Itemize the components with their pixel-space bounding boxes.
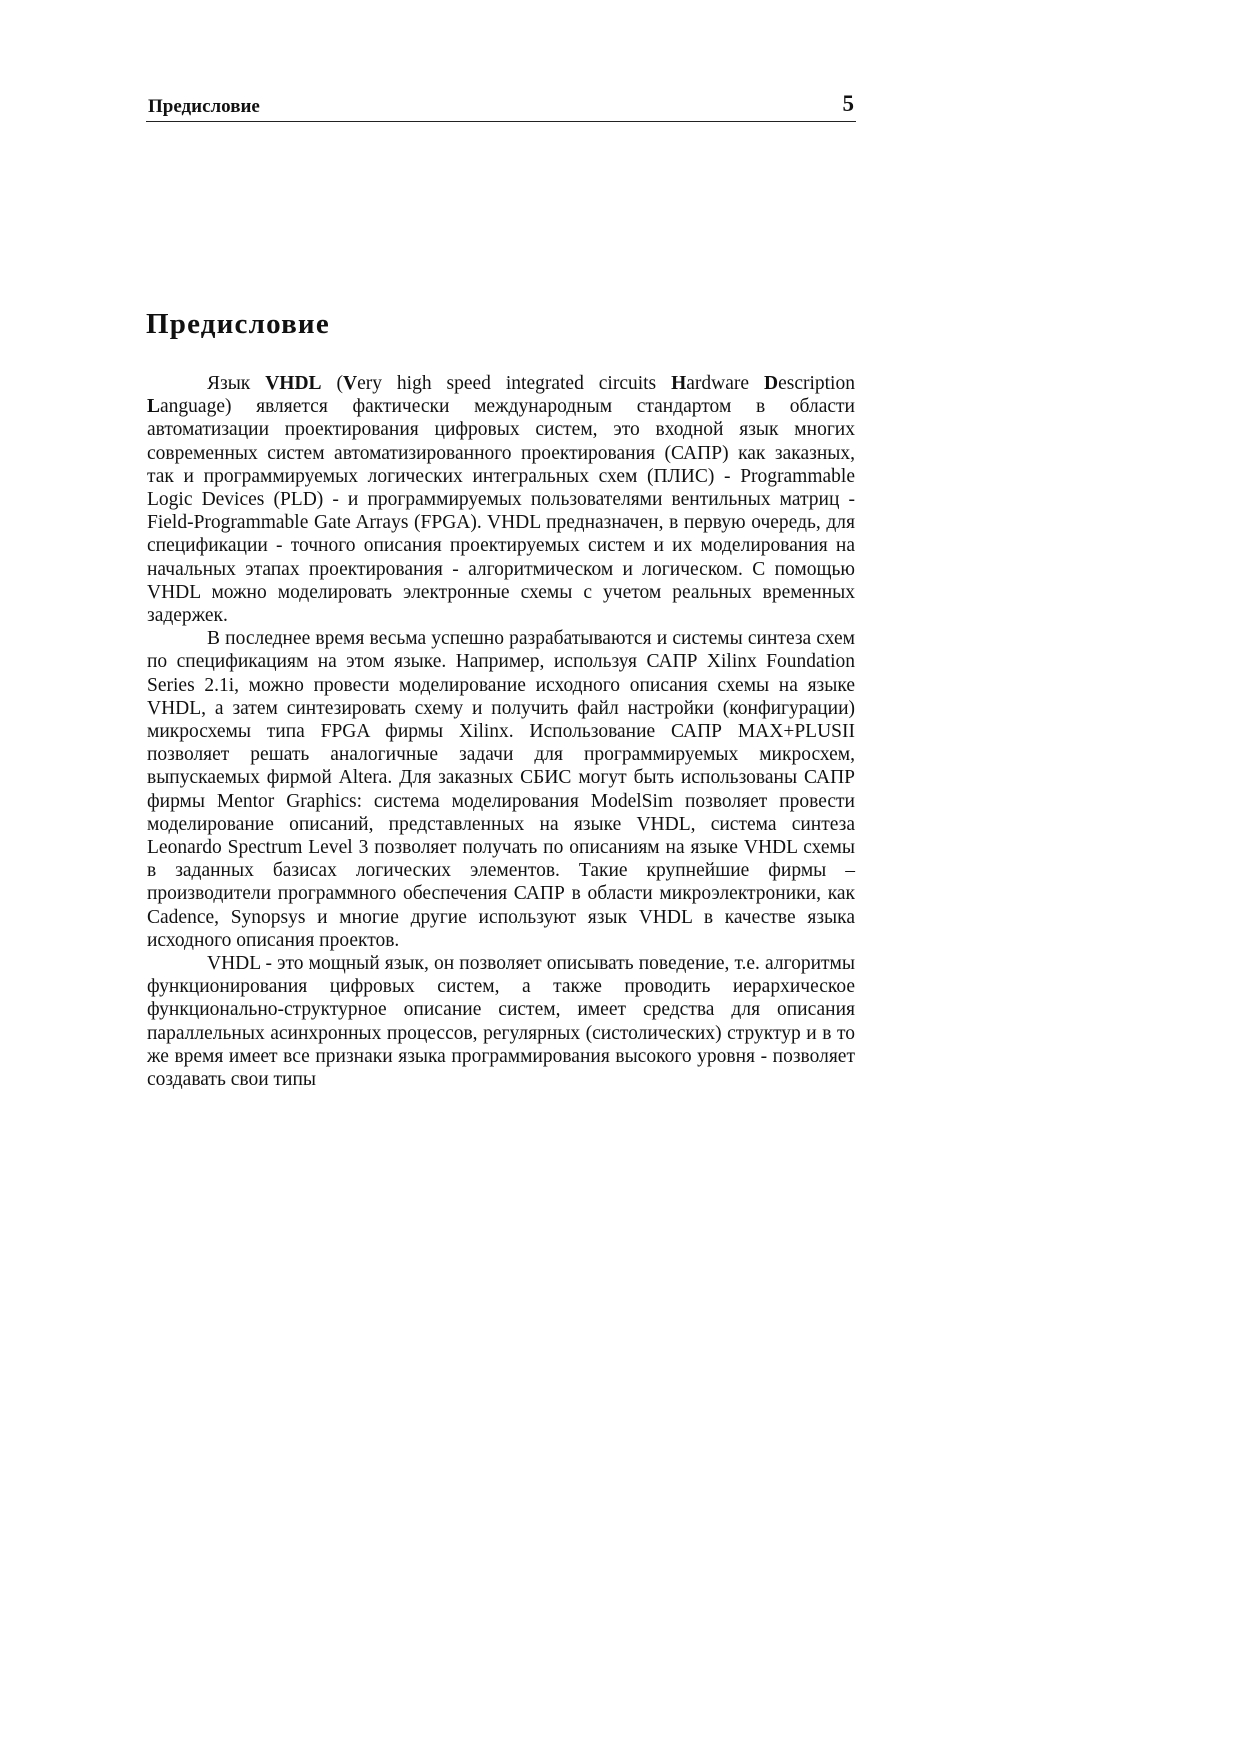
bold-letter-v: V <box>343 373 358 394</box>
paragraph-capabilities: VHDL - это мощный язык, он позволяет описывать поведение, т.е. алгоритмы функционирования цифровых систем, а также проводить иерархическое функционально-структурное описание систем, имеет средства для описания параллельных асинхронных процессов, регулярных (систолических) структур и в то же время имеет все признаки языка программирования высокого уровня - позволяет создавать свои типы <box>147 953 855 1091</box>
text-run: escription <box>778 373 855 394</box>
body-text <box>147 372 855 1091</box>
text-run: Язык <box>207 373 266 394</box>
bold-letter-l: L <box>147 396 161 418</box>
running-header <box>146 90 856 122</box>
paragraph-synthesis: В последнее время весьма успешно разрабатываются и системы синтеза схем по спецификациям на этом языке. Например, используя САПР Xilinx Foundation Series 2.1i, можно провести моделирование исходного описания схемы на языке VHDL, а затем синтезировать схему и получить файл настройки (конфигурации) микросхемы типа FPGA фирмы Xilinx. Использование САПР MAX+PLUSII позволяет решать аналогичные задачи для программируемых микросхем, выпускаемых фирмой Altera. Для заказных СБИС могут быть использованы САПР фирмы Mentor Graphics: система моделирования ModelSim позволяет провести моделирование описаний, представленных на языке VHDL, система синтеза Leonardo Spectrum Level 3 позволяет получать по описаниям на языке VHDL схемы в заданных базисах логических элементов. Такие крупнейшие фирмы – производители программного обеспечения САПР в области микроэлектроники, как Cadence, Synopsys и многие другие используют язык VHDL в качестве языка исходного описания проектов. <box>147 628 855 951</box>
page-number: 5 <box>842 91 854 116</box>
chapter-title: Предисловие <box>146 308 330 340</box>
paragraph-intro <box>147 372 855 627</box>
bold-term-vhdl: VHDL <box>265 373 322 394</box>
text-run: anguage) является фактически международным стандартом в области автоматизации проектирования цифровых систем, это входной язык многих современных систем автоматизированного проектирования (САПР) как заказных, так и программируемых логических интегральных схем (ПЛИС) - Programmable Logic Devices (PLD) - и программируемых пользователями вентильных матриц - Field-Programmable Gate Arrays (FPGA). VHDL предназначен, в первую очередь, для спецификации - точного описания проектируемых систем и их моделирования на начальных этапах проектирования - алгоритмическом и логическом. С помощью VHDL можно моделировать электронные схемы с учетом реальных временных задержек. <box>147 396 855 627</box>
bold-letter-d: D <box>763 373 779 394</box>
running-title: Предисловие <box>148 96 260 117</box>
bold-letter-h: H <box>671 373 687 394</box>
text-run: ( <box>321 373 343 394</box>
text-run: ery high speed integrated circuits <box>357 373 672 394</box>
text-run: ardware <box>686 373 764 394</box>
